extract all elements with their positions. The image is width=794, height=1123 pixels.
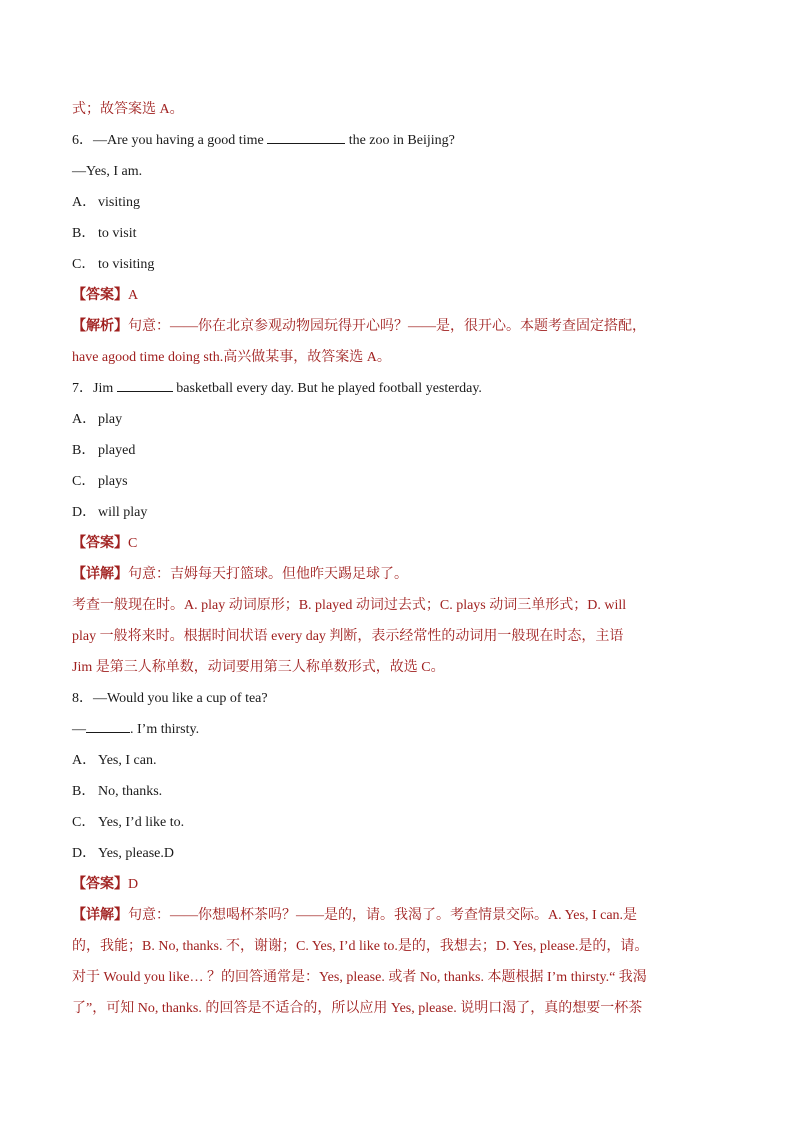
q7-detail-text-1: 句意：吉姆每天打篮球。但他昨天踢足球了。	[128, 567, 408, 582]
q6-stem-before: —Are you having a good time	[93, 133, 264, 148]
q6-option-b-letter: B．	[72, 226, 96, 241]
q8-option-b-text: No, thanks.	[98, 784, 163, 799]
q8-reply	[72, 714, 738, 745]
q8-option-d	[72, 838, 738, 869]
q8-detail-text-1: 句意：——你想喝杯茶吗？——是的，请。我渴了。考查情景交际。A. Yes, I can.是	[128, 908, 638, 923]
q7-option-d	[72, 497, 738, 528]
q8-option-a-text: Yes, I can.	[98, 753, 157, 768]
q7-option-d-letter: D．	[72, 505, 97, 520]
q8-answer-value: D	[128, 877, 139, 892]
q6-option-a-text: visiting	[98, 195, 141, 210]
continuation-text: 式；故答案选	[72, 102, 156, 117]
q6-answer	[72, 280, 738, 311]
q8-option-a-letter: A．	[72, 753, 97, 768]
q6-option-a	[72, 187, 738, 218]
q6-analysis-line-1	[72, 311, 738, 342]
q6-option-c-text: to visiting	[98, 257, 155, 272]
q6-reply: —Yes, I am.	[72, 164, 143, 179]
q8-detail-line-4: 了”，可知 No, thanks. 的回答是不适合的，所以应用 Yes, please. 说明口渴了，真的想要一杯茶	[72, 1001, 643, 1016]
q8-detail-line-3: 对于 Would you like… ？的回答通常是：Yes, please. 或者 No, thanks. 本题根据 I’m thirsty.“ 我渴	[72, 970, 647, 985]
q7-detail-line-2: 考查一般现在时。A. play 动词原形；B. played 动词过去式；C. plays 动词三单形式；D. will	[72, 598, 627, 613]
q8-option-d-letter: D．	[72, 846, 97, 861]
q8-answer-label: 【答案】	[72, 877, 128, 892]
q6-analysis-label: 【解析】	[72, 319, 128, 334]
q7-answer-value: C	[128, 536, 138, 551]
q8-detail-label: 【详解】	[72, 908, 128, 923]
q8-number: 8．	[72, 691, 93, 706]
q8-option-a	[72, 745, 738, 776]
q7-option-c-text: plays	[98, 474, 128, 489]
q6-option-c-letter: C．	[72, 257, 96, 272]
q7-detail-line-3: play 一般将来时。根据时间状语 every day 判断，表示经常性的动词用一般现在时态，主语	[72, 629, 624, 644]
q6-answer-value: A	[128, 288, 139, 303]
q8-option-c-text: Yes, I’d like to.	[98, 815, 185, 830]
q6-analysis-line-2: have agood time doing sth.高兴做某事，故答案选 A。	[72, 350, 391, 365]
q6-option-a-letter: A．	[72, 195, 97, 210]
q7-detail-line-1	[72, 559, 738, 590]
q6-option-b-text: to visit	[98, 226, 137, 241]
q6-option-b	[72, 218, 738, 249]
q8-blank	[86, 720, 130, 733]
q8-option-c-letter: C．	[72, 815, 96, 830]
q7-option-d-text: will play	[98, 505, 148, 520]
q7-option-b-letter: B．	[72, 443, 96, 458]
q7-answer	[72, 528, 738, 559]
q8-option-c	[72, 807, 738, 838]
q6-answer-label: 【答案】	[72, 288, 128, 303]
q7-blank	[117, 379, 173, 392]
q8-option-b	[72, 776, 738, 807]
q7-number: 7．	[72, 381, 93, 396]
q7-option-c	[72, 466, 738, 497]
q7-option-b-text: played	[98, 443, 136, 458]
q8-detail-line-2: 的，我能；B. No, thanks. 不，谢谢；C. Yes, I’d like to.是的，我想去；D. Yes, please.是的，请。	[72, 939, 649, 954]
q6-number: 6．	[72, 133, 93, 148]
q7-option-a-text: play	[98, 412, 123, 427]
q8-answer	[72, 869, 738, 900]
q7-option-a	[72, 404, 738, 435]
q8-detail-line-1	[72, 900, 738, 931]
q6-blank	[267, 131, 345, 144]
q7-detail-line-4: Jim 是第三人称单数，动词要用第三人称单数形式，故选 C。	[72, 660, 445, 675]
q7-stem	[72, 373, 738, 404]
continuation-line	[72, 94, 738, 125]
q7-answer-label: 【答案】	[72, 536, 128, 551]
q8-option-b-letter: B．	[72, 784, 96, 799]
q8-reply-before: —	[72, 722, 86, 737]
q6-stem-after: the zoo in Beijing?	[348, 133, 455, 148]
q7-option-c-letter: C．	[72, 474, 96, 489]
q7-option-b	[72, 435, 738, 466]
q8-stem	[72, 683, 738, 714]
document-page	[72, 94, 738, 1024]
q7-stem-before: Jim	[93, 381, 114, 396]
q8-option-d-text: Yes, please.D	[98, 846, 174, 861]
q8-reply-after: . I’m thirsty.	[130, 722, 200, 737]
q7-stem-after: basketball every day. But he played football yesterday.	[176, 381, 482, 396]
q8-stem-text: —Would you like a cup of tea?	[93, 691, 268, 706]
q7-detail-label: 【详解】	[72, 567, 128, 582]
q6-stem	[72, 125, 738, 156]
q7-option-a-letter: A．	[72, 412, 97, 427]
continuation-answer: A。	[159, 102, 184, 117]
q6-option-c	[72, 249, 738, 280]
q6-analysis-text-1: 句意：——你在北京参观动物园玩得开心吗？——是，很开心。本题考查固定搭配，	[128, 319, 646, 334]
